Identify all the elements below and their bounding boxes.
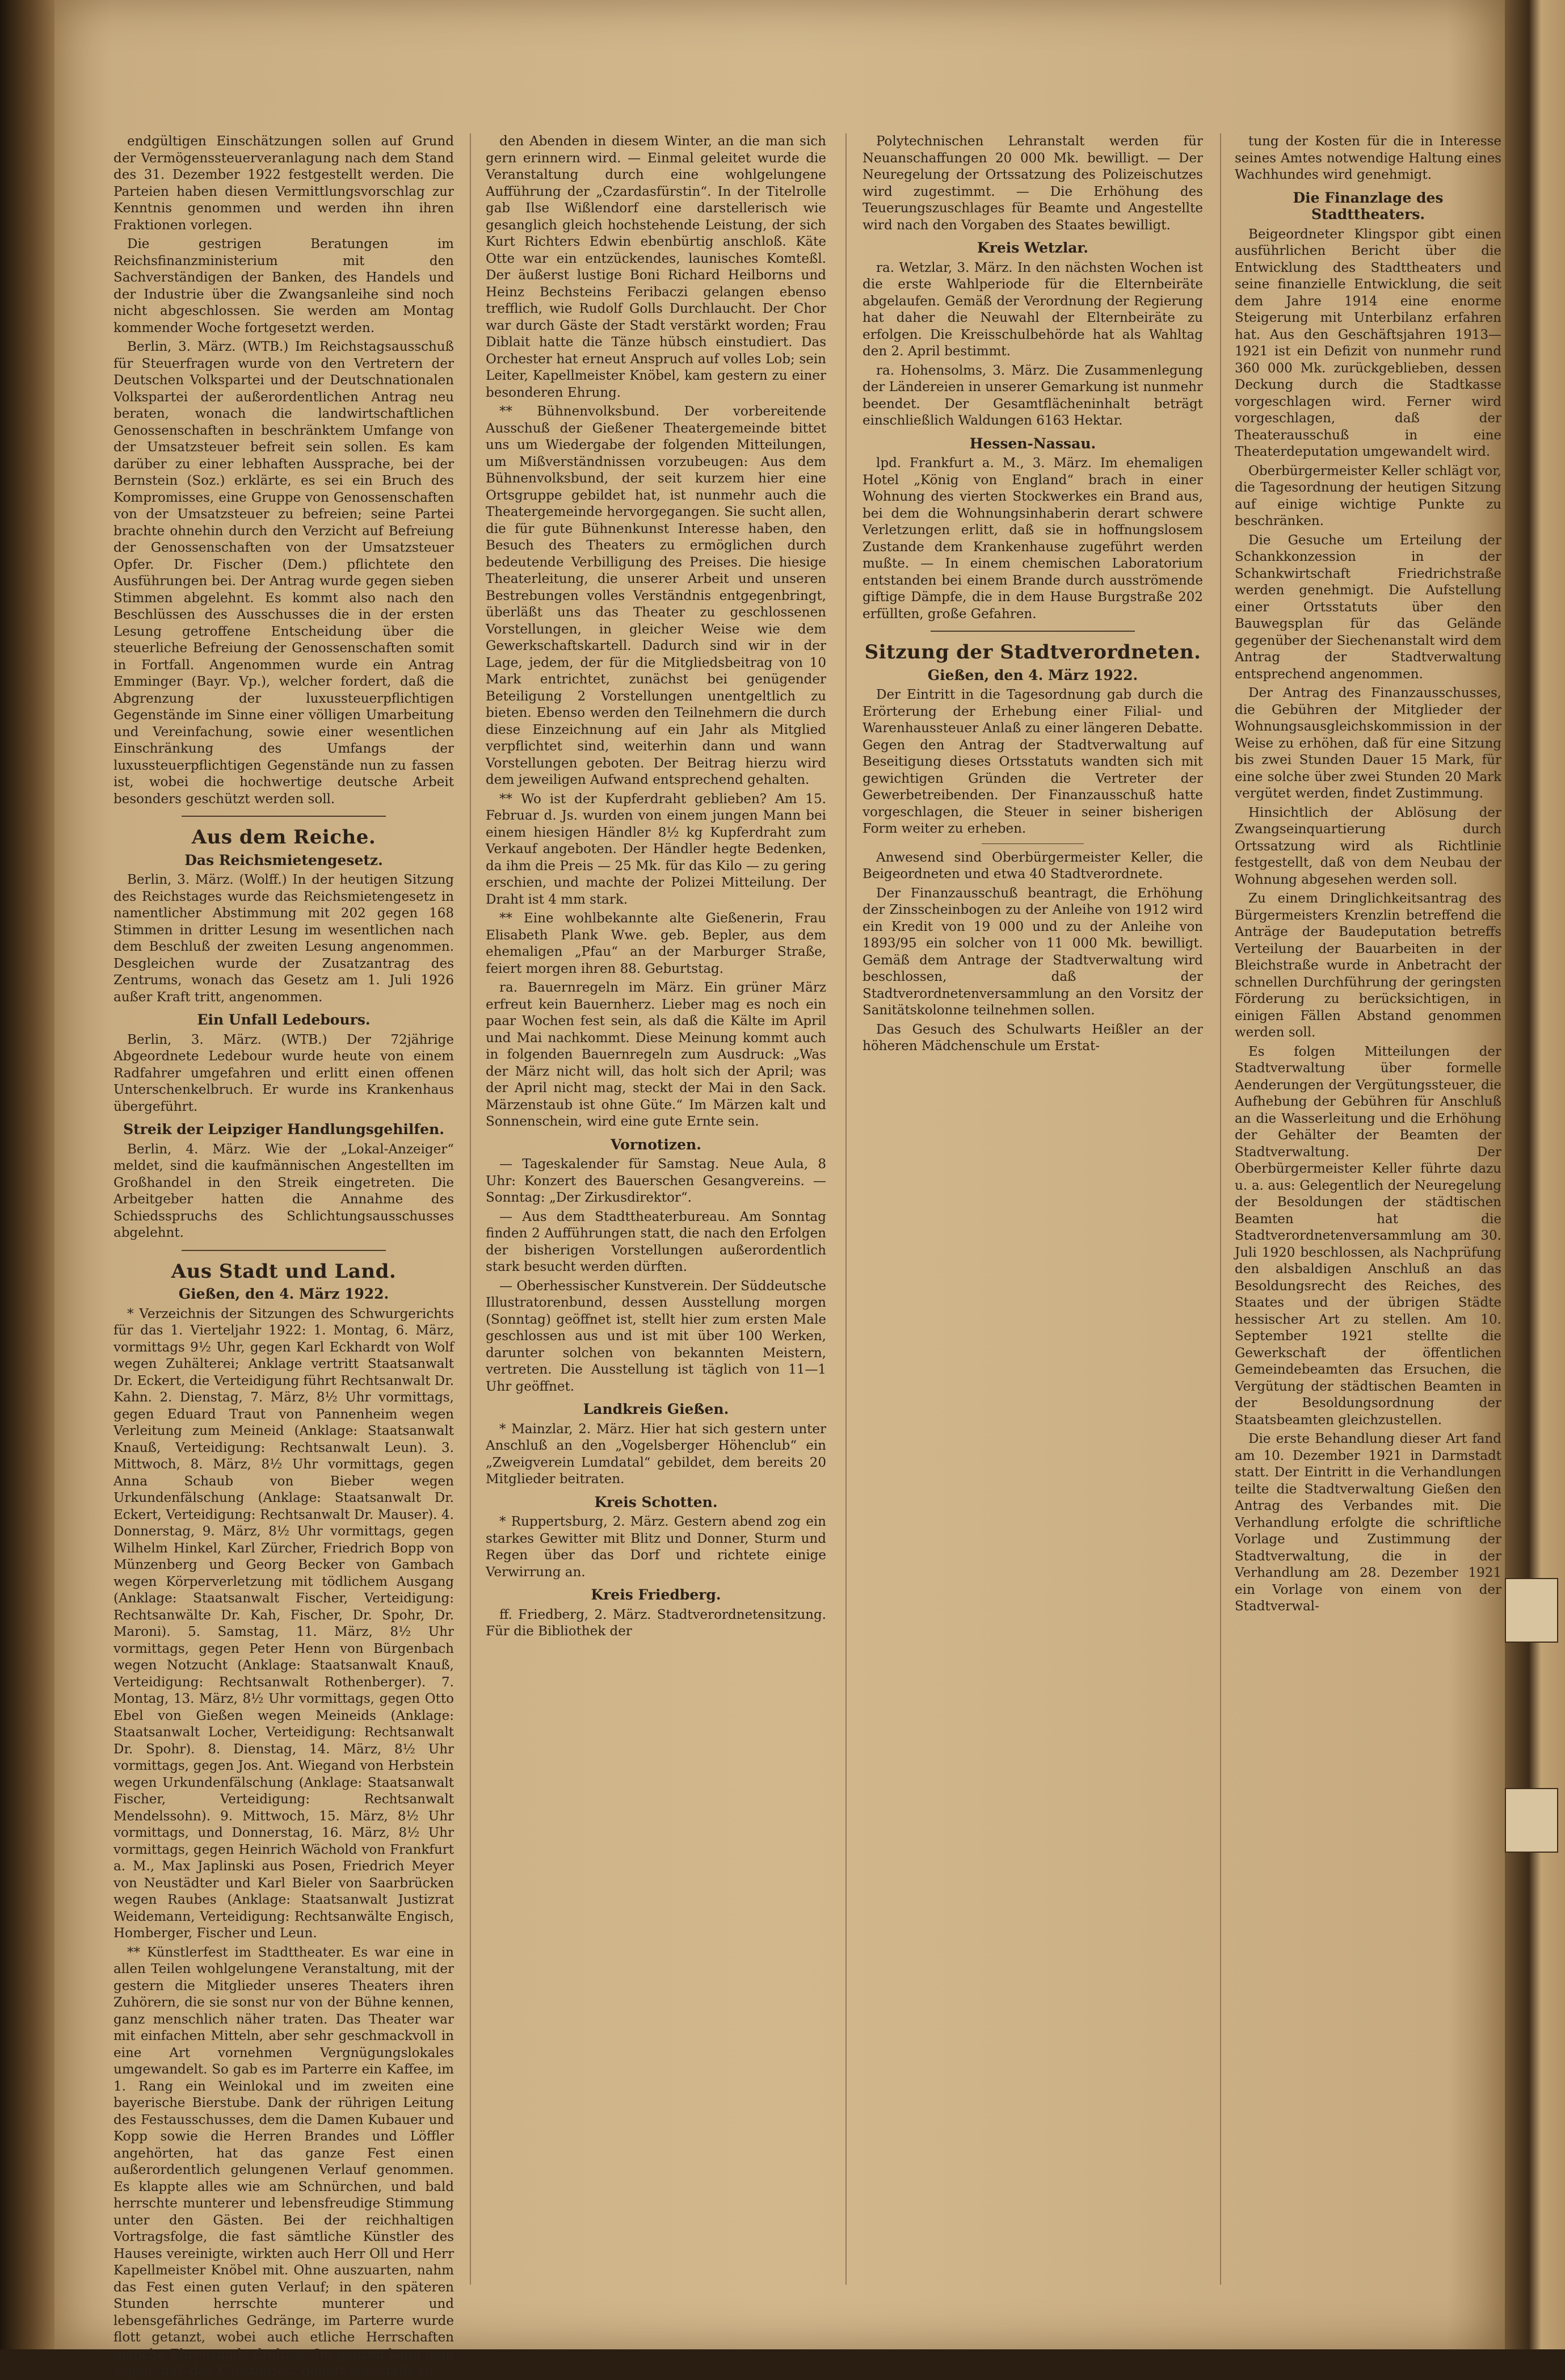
article-paragraph: tung der Kosten für die in Interesse seines Amtes notwendige Haltung eines Wachhundes wird genehmigt. (1235, 134, 1501, 182)
article-paragraph: ** Künstlerfest im Stadttheater. Es war eine in allen Teilen wohlgelungene Veranstaltung, mit der gestern die Mitglieder unseres Theaters ihren Zuhörern, die sie sonst nur von der Bühne kennen, ganz menschlich näher traten. Das Theater war mit einfachen Mitteln, aber sehr geschmackvoll in eine Art vornehmen Vergnügungslokales umgewandelt. So gab es im Parterre ein Kaffee, im 1. Rang ein Weinlokal und im zweiten eine bayerische Bierstube. Dank der rührigen Leitung des Festausschusses, dem die Damen Kubauer und Kopp sowie die Herren Brandes und Löffler angehörten, hat das ganze Fest einen außerordentlich gelungenen Verlauf genommen. Es klappte alles wie am Schnürchen, und bald herrschte munterer und lebensfreudige Stimmung unter den Gästen. Bei der reichhaltigen Vortragsfolge, die fast sämtliche Künstler des Hauses vereinigte, wirkten auch Herr Oll und Herr Kapellmeister Knöbel mit. Ohne auszuarten, nahm das Fest einen guten Verlauf; in den späteren Stunden herrschte munterer und lebensgefährliches Gedränge, im Parterre wurde flott getanzt, wobei auch etliche Herrschaften manche Ehrenrunde drehten. Im ganzen kann man sagen, daß das Künstlerfest gehört jedenfalls zu (113, 1945, 454, 2378)
column-2 (486, 133, 826, 2285)
article-paragraph: Berlin, 4. März. Wie der „Lokal-Anzeiger“ meldet, sind die kaufmännischen Angestellten im Großhandel in den Streik eingetreten. Die Arbeitgeber hatten die Annahme des Schiedsspruchs des Schlichtungsausschusses abgelehnt. (113, 1141, 454, 1240)
article-heading: Landkreis Gießen. (583, 1401, 729, 1417)
article-paragraph: ff. Friedberg, 2. März. Stadtverordnetensitzung. Für die Bibliothek der (486, 1607, 826, 1639)
article-paragraph: den Abenden in diesem Winter, an die man sich gern erinnern wird. — Einmal geleitet wurde die Veranstaltung durch eine wohlgelungene Aufführung der „Czardasfürstin“. In der Titelrolle gab Ilse Wißlendorf eine darstellerisch wie gesanglich gleich hochstehende Leistung, der sich Kurt Richters Edwin ebenbürtig anschloß. Käte Otte war ein entzückendes, launisches Komteßl. Der äußerst lustige Boni Richard Heilborns und Heinz Bechsteins Feribaczi gelangen ebenso trefflich, wie Rudolf Golls Durchlaucht. Der Chor war durch Gäste der Stadt verstärkt worden; Frau Diblait hatte die Tänze hübsch einstudiert. Das Orchester hat erneut Anspruch auf volles Lob; sein Leiter, Kapellmeister Knöbel, kam gestern zu einer besonderen Ehrung. (486, 134, 826, 400)
article-heading: Hessen-Nassau. (969, 435, 1096, 452)
dateline: Gießen, den 4. März 1922. (927, 666, 1138, 683)
article-paragraph: Die gestrigen Beratungen im Reichsfinanzministerium mit den Sachverständigen der Banken, des Handels und der Industrie über die Zwangsanleihe sind noch nicht abgeschlossen. Sie werden am Montag kommender Woche fortgesetzt werden. (113, 237, 454, 335)
article-paragraph: endgültigen Einschätzungen sollen auf Grund der Vermögenssteuerveranlagung nach dem Stand des 31. Dezember 1922 festgestellt werden. Die Parteien haben diesen Vermittlungsvorschlag zur Kenntnis genommen und werden ihn ihren Fraktionen vorlegen. (113, 134, 454, 233)
article-paragraph: ra. Bauernregeln im März. Ein grüner März erfreut kein Bauernherz. Lieber mag es noch ein paar Wochen fest sein, als daß die Kälte im April und Mai nachkommt. Diese Meinung kommt auch in folgenden Bauernregeln zum Ausdruck: „Was der März nicht will, das holt sich der April; was der April nicht mag, steckt der Mai in den Sack. Märzenstaub ist ohne Güte.“ Im Märzen kalt und Sonnenschein, wird eine gute Ernte sein. (486, 980, 826, 1129)
article-paragraph: — Oberhessischer Kunstverein. Der Süddeutsche Illustratorenbund, dessen Ausstellung morgen (Sonntag) geöffnet ist, stellt hier zum ersten Male geschlossen aus und ist mit über 100 Werken, darunter solchen von bekannten Meistern, vertreten. Die Ausstellung ist täglich von 11—1 Uhr geöffnet. (486, 1278, 826, 1394)
article-paragraph: Berlin, 3. März. (WTB.) Der 72jährige Abgeordnete Ledebour wurde heute von einem Radfahrer umgefahren und erlitt einen offenen Unterschenkelbruch. Er wurde ins Krankenhaus übergeführt. (113, 1032, 454, 1114)
section-divider (931, 631, 1135, 632)
article-heading: Das Reichsmietengesetz. (184, 851, 383, 868)
article-paragraph: * Mainzlar, 2. März. Hier hat sich gestern unter Anschluß an den „Vogelsberger Höhenclub“ ein „Zweigverein Lumdatal“ gebildet, dem bereits 20 Mitglieder beitraten. (486, 1421, 826, 1487)
article-paragraph: Hinsichtlich der Ablösung der Zwangseinquartierung durch Ortssatzung wird als Richtlinie festgestellt, daß von dem Neubau der Wohnung abgesehen werden soll. (1235, 805, 1501, 887)
section-divider (982, 843, 1084, 844)
article-heading: Vornotizen. (611, 1136, 701, 1153)
article-paragraph: Der Antrag des Finanzausschusses, die Gebühren der Mitglieder der Wohnungsausgleichskommission in der Weise zu erhöhen, daß für eine Sitzung bis zwei Stunden Dauer 15 Mark, für eine solche über zwei Stunden 20 Mark vergütet werden, findet Zustimmung. (1235, 686, 1501, 801)
article-paragraph: ** Eine wohlbekannte alte Gießenerin, Frau Elisabeth Plank Wwe. geb. Bepler, aus dem ehemaligen „Pfau“ an der Marburger Straße, feiert morgen ihren 88. Geburtstag. (486, 911, 826, 976)
section-heading: Aus Stadt und Land. (171, 1260, 397, 1283)
article-paragraph: Berlin, 3. März. (Wolff.) In der heutigen Sitzung des Reichstages wurde das Reichsmietengesetz in namentlicher Abstimmung mit 202 gegen 168 Stimmen in dritter Lesung im wesentlichen nach dem Beschluß der zweiten Lesung angenommen. Desgleichen wurde der Zusatzantrag des Zentrums, wonach das Gesetz am 1. Juli 1926 außer Kraft tritt, angenommen. (113, 872, 454, 1005)
article-heading: Kreis Wetzlar. (977, 240, 1089, 256)
article-paragraph: ra. Hohensolms, 3. März. Die Zusammenlegung der Ländereien in unserer Gemarkung ist nunmehr beendet. Der Gesamtflächeninhalt beträgt einschließlich Waldungen 6163 Hektar. (863, 363, 1203, 428)
article-paragraph: ** Wo ist der Kupferdraht geblieben? Am 15. Februar d. Js. wurden von einem jungen Mann bei einem hiesigen Händler 8½ kg Kupferdraht zum Verkauf angeboten. Der Händler hegte Bedenken, da ihm die Preis — 25 Mk. für das Kilo — zu gering erschien, und machte der Polizei Mitteilung. Der Draht ist 4 mm stark. (486, 791, 826, 907)
article-paragraph: Polytechnischen Lehranstalt werden für Neuanschaffungen 20 000 Mk. bewilligt. — Der Neuregelung der Ortssatzung des Polizeischutzes wird zugestimmt. — Die Erhöhung des Teuerungszuschlages für Beamte und Angestellte wird nach den Vorgaben des Staates bewilligt. (863, 134, 1203, 233)
column-3 (863, 133, 1203, 2285)
column-rule (470, 133, 471, 2285)
article-paragraph: Der Finanzausschuß beantragt, die Erhöhung der Zinsscheinbogen zu der Anleihe von 1912 wird ein Kredit von 19 000 und zu der Anleihe von 1893/95 ein solcher von 11 000 Mk. bewilligt. Gemäß dem Antrage der Stadtverwaltung wird beschlossen, daß der Stadtverordnetenversammlung an den Vorsitz der Sanitätskolonne teilnehmen sollen. (863, 885, 1203, 1018)
adjacent-page-fragment (1505, 1578, 1558, 1643)
article-paragraph: Anwesend sind Oberbürgermeister Keller, die Beigeordneten und etwa 40 Stadtverordnete. (863, 850, 1203, 882)
column-rule (1220, 133, 1221, 2285)
article-heading: Kreis Schotten. (594, 1493, 718, 1510)
article-paragraph: Die erste Behandlung dieser Art fand am 10. Dezember 1921 in Darmstadt statt. Der Eintritt in die Verhandlungen teilte die Stadtverwaltung Gießen den Antrag des Verbandes mit. Die Verhandlung erfolgte die schriftliche Vorlage und Zustimmung der Stadtverwaltung, die in der Verhandlung am 28. Dezember 1921 ein Vorlage von einem von der Stadtverwal- (1235, 1432, 1501, 1614)
section-heading: Sitzung der Stadtverordneten. (864, 641, 1201, 664)
article-paragraph: Das Gesuch des Schulwarts Heißler an der höheren Mädchenschule um Erstat- (863, 1022, 1203, 1053)
article-paragraph: Berlin, 3. März. (WTB.) Im Reichstagsausschuß für Steuerfragen wurde von den Vertretern der Deutschen Volkspartei und der Deutschnationalen Volkspartei der außerordentlichen Antrag neu beraten, wonach die landwirtschaftlichen Genossenschaften in beschränktem Umfange von der Umsatzsteuer befreit sein sollen. Es kam darüber zu einer lebhaften Aussprache, bei der Bernstein (Soz.) erklärte, es sei ein Bruch des Kompromisses, eine Gruppe von Genossenschaften von der Umsatzsteuer zu befreien; seine Partei brachte ohnehin durch den Verzicht auf Befreiung der Genossenschaften von der Umsatzsteuer Opfer. Dr. Fischer (Dem.) pflichtete den Ausführungen bei. Der Antrag wurde gegen sieben Stimmen abgelehnt. Es kommt also nach den Beschlüssen des Ausschusses die in der ersten Lesung getroffene Entscheidung über die steuerliche Befreiung der Genossenschaften somit in Fortfall. Angenommen wurde ein Antrag Emminger (Bayr. Vp.), welcher fordert, daß die Abgrenzung der luxussteuerpflichtigen Gegenstände im Sinne einer völligen Umarbeitung und Vereinfachung, sowie einer wesentlichen Einschränkung des Umfangs der luxussteuerpflichtigen Gegenstände nun zu fassen ist, wobei die hochwertige deutsche Arbeit besonders geschützt werden soll. (113, 339, 454, 807)
article-paragraph: — Aus dem Stadttheaterbureau. Am Sonntag finden 2 Aufführungen statt, die nach den Erfolgen der bisherigen Vorstellungen außerordentlich stark besucht werden dürften. (486, 1209, 826, 1274)
article-paragraph: Beigeordneter Klingspor gibt einen ausführlichen Bericht über die Entwicklung des Stadttheaters und seine finanzielle Entwicklung, die seit dem Jahre 1914 eine enorme Steigerung mit Unterbilanz erfahren hat. Aus den Geschäftsjahren 1913—1921 ist ein Defizit von nunmehr rund 360 000 Mk. zurückgeblieben, dessen Deckung durch die Stadtkasse vorgeschlagen wird. Ferner wird vorgeschlagen, daß der Theaterausschuß in eine Theaterdeputation umgewandelt wird. (1235, 226, 1501, 459)
article-heading: Ein Unfall Ledebours. (197, 1011, 371, 1028)
article-paragraph: lpd. Frankfurt a. M., 3. März. Im ehemaligen Hotel „König von England“ brach in einer Wohnung des vierten Stockwerkes ein Brand aus, bei dem die Wohnungsinhaberin derart schwere Verletzungen erlitt, daß sie in hoffnungslosem Zustande dem Krankenhause zugeführt werden mußte. — In einem chemischen Laboratorium entstanden bei einem Brande durch ausströmende giftige Dämpfe, die in dem Hause Burgstraße 202 erfüllten, große Gefahren. (863, 456, 1203, 622)
column-4 (1235, 133, 1501, 2285)
article-heading: Streik der Leipziger Handlungsgehilfen. (123, 1121, 444, 1137)
column-rule (845, 133, 847, 2285)
dateline: Gießen, den 4. März 1922. (178, 1286, 389, 1302)
article-heading: Kreis Friedberg. (591, 1586, 721, 1603)
article-paragraph: * Verzeichnis der Sitzungen des Schwurgerichts für das 1. Vierteljahr 1922: 1. Montag, 6. März, vormittags 9½ Uhr, gegen Karl Eckhardt von Wolf wegen Zuhälterei; Anklage vertritt Staatsanwalt Dr. Eckert, die Verteidigung führt Rechtsanwalt Dr. Kahn. 2. Dienstag, 7. März, 8½ Uhr vormittags, gegen Eduard Traut von Pannenheim wegen Verleitung zum Meineid (Anklage: Staatsanwalt Knauß, Verteidigung: Rechtsanwalt Leun). 3. Mittwoch, 8. März, 8½ Uhr vormittags, gegen Anna Schaub von Bieber wegen Urkundenfälschung (Anklage: Staatsanwalt Dr. Eckert, Verteidigung: Rechtsanwalt Dr. Mauser). 4. Donnerstag, 9. März, 8½ Uhr vormittags, gegen Wilhelm Hinkel, Karl Zürcher, Friedrich Bopp von Münzenberg und Georg Becker von Gambach wegen Körperverletzung mit tödlichem Ausgang (Anklage: Staatsanwalt Fischer, Verteidigung: Rechtsanwälte Dr. Kah, Fischer, Dr. Spohr, Dr. Maroni). 5. Samstag, 11. März, 8½ Uhr vormittags, gegen Peter Henn von Bürgenbach wegen Notzucht (Anklage: Staatsanwalt Knauß, Verteidigung: Rechtsanwalt Rothenberger). 7. Montag, 13. März, 8½ Uhr vormittags, gegen Otto Ebel von Gießen wegen Meineids (Anklage: Staatsanwalt Locher, Verteidigung: Rechtsanwalt Dr. Spohr). 8. Dienstag, 14. März, 8½ Uhr vormittags, gegen Jos. Ant. Wiegand von Herbstein wegen Urkundenfälschung (Anklage: Staatsanwalt Fischer, Verteidigung: Rechtsanwalt Mendelssohn). 9. Mittwoch, 15. März, 8½ Uhr vormittags, und Donnerstag, 16. März, 8½ Uhr vormittags, gegen Heinrich Wächold von Frankfurt a. M., Max Japlinski aus Posen, Friedrich Meyer von Neustädter und Karl Bieler von Saarbrücken wegen Raubes (Anklage: Staatsanwalt Justizrat Weidemann, Verteidigung: Rechtsanwälte Engisch, Homberger, Fischer und Leun. (113, 1306, 454, 1941)
section-divider (182, 816, 386, 817)
article-paragraph: Es folgen Mitteilungen der Stadtverwaltung über formelle Aenderungen der Vergütungssteuer, die Aufhebung der Gebühren für Anschluß an die Wasserleitung und die Erhöhung der Gehälter der Beamten der Stadtverwaltung. Der Oberbürgermeister Keller führte dazu u. a. aus: Gelegentlich der Neuregelung der Besoldungen der städtischen Beamten hat die Stadtverordnetenversammlung am 30. Juli 1920 beschlossen, als Nachprüfung den alsbaldigen Anschluß an das Besoldungsrecht des Reiches, des Staates und der übrigen Städte hessischer Art zu stellen. Am 10. September 1921 stellte die Gewerkschaft der öffentlichen Gemeindebeamten das Ersuchen, die Vergütung der städtischen Beamten in der Besoldungsordnung der Staatsbeamten gleichzustellen. (1235, 1044, 1501, 1428)
article-paragraph: ra. Wetzlar, 3. März. In den nächsten Wochen ist die erste Wahlperiode für die Elternbeiräte abgelaufen. Gemäß der Verordnung der Regierung hat daher die Neuwahl der Elternbeiräte zu erfolgen. Die Kreisschulbehörde hat als Wahltag den 2. April bestimmt. (863, 260, 1203, 359)
article-paragraph: ** Bühnenvolksbund. Der vorbereitende Ausschuß der Gießener Theatergemeinde bittet uns um Wiedergabe der folgenden Mitteilungen, um Mißverständnissen vorzubeugen: Aus dem Bühnenvolksbund, der seit kurzem hier eine Ortsgruppe gebildet hat, ist nunmehr auch die Theatergemeinde hervorgegangen. Sie sucht allen, die für gute Bühnenkunst Interesse haben, den Besuch des Theaters zu ermöglichen durch bedeutende Verbilligung des Preises. Die hiesige Theaterleitung, die unserer Arbeit und unseren Bestrebungen volles Verständnis entgegenbringt, überläßt uns das Theater zu geschlossenen Vorstellungen, in gleicher Weise wie dem Gewerkschaftskartell. Dadurch sind wir in der Lage, jedem, der für die Mitgliedsbeitrag von 10 Mark entrichtet, zunächst bei genügender Beteiligung 2 Vorstellungen unentgeltlich zu bieten. Ebenso werden den Teilnehmern die durch diese Einzeichnung auf ein Jahr als Mitglied verpflichtet sind, weiterhin dann und wann Vorstellungen geboten. Der Beitrag hierzu wird dem jeweiligen Aufwand entsprechend gehalten. (486, 404, 826, 787)
adjacent-page-fragment (1505, 1788, 1558, 1853)
article-heading: Die Finanzlage des Stadttheaters. (1293, 189, 1444, 223)
article-paragraph: — Tageskalender für Samstag. Neue Aula, 8 Uhr: Konzert des Bauerschen Gesangvereins. — Sonntag: „Der Zirkusdirektor“. (486, 1157, 826, 1205)
article-paragraph: Die Gesuche um Erteilung der Schankkonzession in der Schankwirtschaft Friedrichstraße werden genehmigt. Die Aufstellung einer Ortsstatuts über den Bauwegsplan für das Gelände gegenüber der Siechenanstalt wird dem Antrag der Stadtverwaltung entsprechend angenommen. (1235, 532, 1501, 682)
article-paragraph: Der Eintritt in die Tagesordnung gab durch die Erörterung der Erhebung einer Filial- und Warenhaussteuer Anlaß zu einer längeren Debatte. Gegen den Antrag der Stadtverwaltung auf Beseitigung dieses Ortsstatuts wandten sich mit gewichtigen Gründen die Vertreter der Gewerbetreibenden. Der Finanzausschuß hatte vorgeschlagen, die Steuer in seiner bisherigen Form weiter zu erheben. (863, 687, 1203, 836)
adjacent-page-edge (1505, 0, 1565, 2349)
section-divider (182, 1250, 386, 1251)
article-paragraph: * Ruppertsburg, 2. März. Gestern abend zog ein starkes Gewitter mit Blitz und Donner, Sturm und Regen über das Dorf und richtete einige Verwirrung an. (486, 1514, 826, 1580)
section-heading: Aus dem Reiche. (191, 826, 376, 849)
article-paragraph: Zu einem Dringlichkeitsantrag des Bürgermeisters Krenzlin betreffend die Anträge der Baudeputation betreffs Verteilung der Bauarbeiten in der Bleichstraße wurde in Anbetracht der schnellen Durchführung der geringsten Förderung zu berücksichtigen, in einigen Fällen Abstand genommen werden soll. (1235, 891, 1501, 1040)
binding-edge-left (0, 0, 54, 2349)
column-1 (113, 133, 454, 2378)
article-paragraph: Oberbürgermeister Keller schlägt vor, die Tagesordnung der heutigen Sitzung auf einige wichtige Punkte zu beschränken. (1235, 463, 1501, 528)
